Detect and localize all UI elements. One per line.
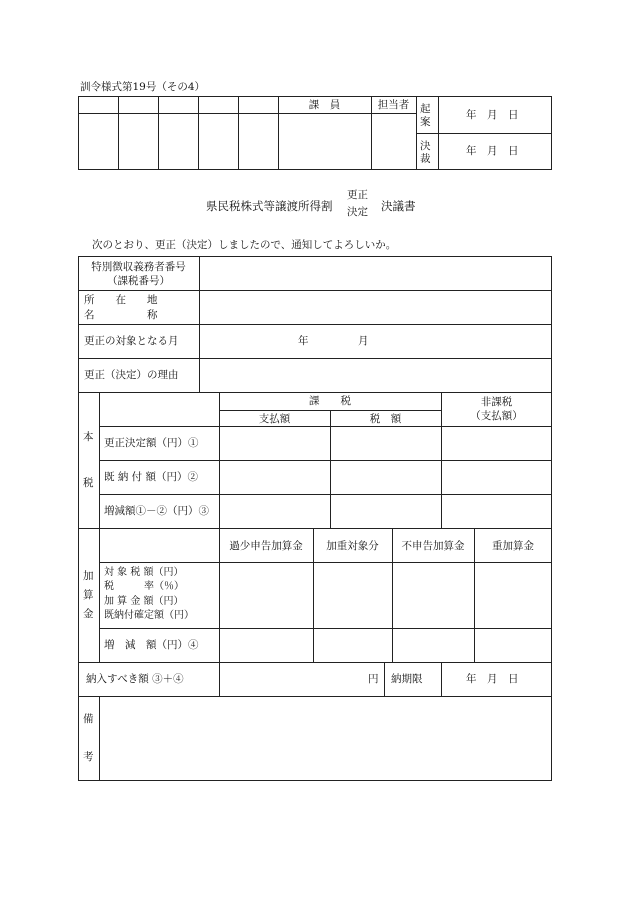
meisho-label: 名 称 <box>84 309 158 321</box>
honzei-label-zei: 税 <box>83 477 94 489</box>
honzei-label-hon: 本 <box>83 431 94 443</box>
riyu-label: 更正（決定）の理由 <box>84 369 179 381</box>
title-main: 県民税株式等譲渡所得割 <box>206 199 333 213</box>
tantosha-label: 担当者 <box>377 99 410 111</box>
kasankin-label-2: 算 <box>83 589 94 601</box>
kasankin-row-kinofu: 既納付確定額（円） <box>104 610 194 621</box>
kessai-date: 年 月 日 <box>466 145 519 157</box>
kasankin-row-kasangaku: 加 算 金 額（円） <box>104 596 184 607</box>
taisho-nen: 年 <box>298 335 309 347</box>
tokubetsu-label-1: 特別徴収義務者番号 <box>91 261 186 273</box>
kasankin-label-1: 加 <box>83 570 94 582</box>
kasankin-row-zeiritsu: 税 率（％） <box>104 581 184 592</box>
zeigaku-header: 税 額 <box>369 413 402 425</box>
intro-text: 次のとおり、更正（決定）しましたので、通知してよろしいか。 <box>92 239 397 251</box>
honzei-row-kosei: 更正決定額（円）① <box>104 437 199 449</box>
nonyu-yen: 円 <box>368 673 379 685</box>
kasankin-label-3: 金 <box>83 608 94 620</box>
biko-label-2: 考 <box>83 751 94 763</box>
kasankin-row-taisho: 対 象 税 額（円） <box>104 567 184 578</box>
jukasan-header: 重加算金 <box>492 540 534 552</box>
taisho-tsuki: 月 <box>358 335 369 347</box>
nonyu-label: 納入すべき額 ③＋④ <box>86 673 184 685</box>
shozaichi-label: 所 在 地 <box>84 294 158 306</box>
hikazei-sub-header: （支払額） <box>470 410 523 422</box>
tokubetsu-label-2: （課税番号） <box>107 275 170 287</box>
kazei-header: 課 税 <box>309 395 351 407</box>
nonyu-kigen-label: 納期限 <box>391 673 423 685</box>
fushinkoku-header: 不申告加算金 <box>401 540 465 552</box>
kain-label: 課 員 <box>308 99 341 111</box>
nonyu-kigen-date: 年 月 日 <box>466 673 519 685</box>
kian-label: 起案 <box>420 103 431 128</box>
title-kettei: 決定 <box>347 206 368 218</box>
kessai-label: 決裁 <box>420 140 431 165</box>
kaju-header: 加重対象分 <box>326 540 379 552</box>
kasho-header: 過少申告加算金 <box>229 540 303 552</box>
shiharai-header: 支払額 <box>258 413 291 425</box>
honzei-row-zogen: 増減額①－②（円）③ <box>104 505 209 517</box>
biko-label-1: 備 <box>83 713 94 725</box>
title-suffix: 決議書 <box>381 199 416 213</box>
taisho-month-label: 更正の対象となる月 <box>84 335 179 347</box>
honzei-row-kinofu: 既 納 付 額（円）② <box>104 471 199 483</box>
title-kosei: 更正 <box>347 189 368 201</box>
hikazei-header: 非課税 <box>480 396 513 408</box>
kian-date: 年 月 日 <box>466 109 519 121</box>
kasankin-row-zogen: 増 減 額（円）④ <box>104 639 199 651</box>
form-number: 訓令様式第19号（その4） <box>80 81 206 93</box>
